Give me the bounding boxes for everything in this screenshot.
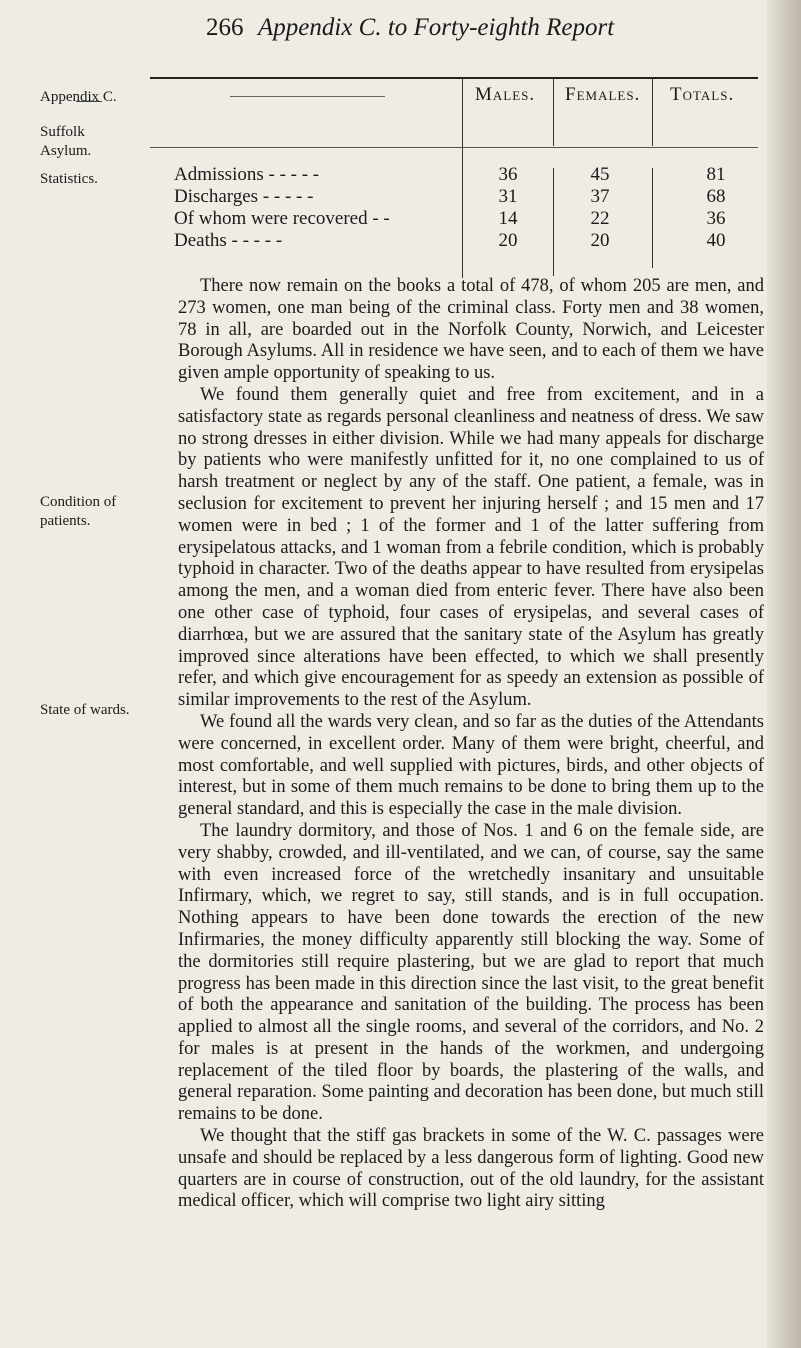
margin-note-suffolk: Suffolk	[40, 124, 85, 140]
paragraph-condition-of-patients: We found them generally quiet and free from excitement, and in a satisfactory state as regards personal cleanliness and neatness of dress. We saw no strong dresses in either division. While we had many appeals for discharge by patients who were manifestly unfitted for it, no one complained to us of harsh treatment or neglect by any of the staff. One patient, a female, was in seclusion for excitement to prevent her injuring herself ; and 15 men and 17 women were in bed ; 1 of the former and 1 of the latter suffering from erysipelatous attacks, and 1 woman from a febrile condition, which is probably typhoid in character. Two of the deaths appear to have resulted from erysipelas among the men, and a woman died from enteric fever. There have also been one other case of typhoid, four cases of erysipelas, and several cases of diarrhœa, but we are assured that the sanitary state of the Asylum has greatly improved since alterations have been effected, to which we shall presently refer, and which give encouragement for as speedy an extension as possible of similar improvements to the rest of the Asylum.	[178, 384, 764, 711]
table-header-rule	[150, 147, 758, 148]
paragraph-dormitories: The laundry dormitory, and those of Nos. 1 and 6 on the female side, are very shabby, crowded, and ill-ventilated, and we can, of course, say the same with even increased force of the wretchedly insanitary and unsuitable Infirmary, which, we regret to say, still stands, and is in full occupation. Nothing appears to have been done towards the erection of the new Infirmaries, the money difficulty apparently still blocking the way. Some of the dormitories still require plastering, but we are glad to report that much progress has been made in this direction since the last visit, to the great benefit of both the appearance and sanitation of the building. The process has been applied to almost all the single rooms, and several of the corridors, and No. 2 for males is at present in the hands of the workmen, and undergoing replacement of the tiled floor by boards, the plastering of the walls, and general reparation. Some painting and decoration has been done, but much still remains to be done.	[178, 820, 764, 1125]
page-edge-shadow	[767, 0, 801, 1348]
table-column-divider	[652, 168, 653, 268]
margin-note-asylum: Asylum.	[40, 143, 92, 159]
margin-note-condition-2: patients.	[40, 513, 91, 529]
table-column-divider	[553, 168, 554, 276]
margin-note-statistics: Statistics.	[40, 171, 98, 187]
cell-males: 36	[498, 164, 518, 185]
column-header-females: Females.	[565, 84, 641, 105]
cell-females: 20	[590, 230, 610, 251]
table-stub-dash	[230, 96, 385, 97]
paragraph-state-of-wards: We found all the wards very clean, and so far as the duties of the Attendants were concerned, in excellent order. Many of them were bright, cheerful, and most comfortable, and well supplied with pictures, birds, and other objects of interest, but in some of them much remains to be done to bring them up to the general standard, and this is especially the case in the male division.	[178, 711, 764, 820]
paragraph-remaining-patients: There now remain on the books a total of 478, of whom 205 are men, and 273 women, one man being of the criminal class. Forty men and 38 women, 78 in all, are boarded out in the Norfolk County, Norwich, and Leicester Borough Asylums. All in residence we have seen, and to each of them we have given ample opportunity of speaking to us.	[178, 276, 764, 384]
running-title: Appendix C. to Forty-eighth Report	[258, 14, 615, 41]
margin-divider	[76, 101, 102, 102]
cell-totals: 36	[706, 208, 726, 229]
cell-females: 22	[590, 208, 610, 229]
table-column-divider	[553, 78, 554, 146]
cell-males: 31	[498, 186, 518, 207]
row-label: Admissions - - - - -	[174, 164, 320, 185]
margin-note-condition-1: Condition of	[40, 494, 117, 510]
page-header	[0, 14, 801, 48]
cell-totals: 40	[706, 230, 726, 251]
report-body	[178, 276, 764, 1213]
column-header-totals: Totals.	[670, 84, 735, 105]
row-label: Deaths - - - - -	[174, 230, 283, 251]
cell-males: 20	[498, 230, 518, 251]
table-column-divider	[462, 78, 463, 278]
margin-note-state-of-wards: State of wards.	[40, 702, 130, 718]
page-number: 266	[206, 14, 244, 41]
table-top-rule	[150, 77, 758, 79]
paragraph-gas-brackets: We thought that the stiff gas brackets in some of the W. C. passages were unsafe and should be replaced by a less dangerous form of lighting. Good new quarters are in course of construction, out of the old laundry, for the assistant medical officer, which will comprise two light airy sitting	[178, 1126, 764, 1212]
row-label: Of whom were recovered - -	[174, 208, 390, 229]
cell-females: 37	[590, 186, 610, 207]
cell-males: 14	[498, 208, 518, 229]
cell-females: 45	[590, 164, 610, 185]
row-label: Discharges - - - - -	[174, 186, 314, 207]
cell-totals: 68	[706, 186, 726, 207]
column-header-males: Males.	[475, 84, 536, 105]
table-column-divider	[652, 78, 653, 146]
cell-totals: 81	[706, 164, 726, 185]
margin-note-appendix: Appendix C.	[40, 89, 117, 105]
